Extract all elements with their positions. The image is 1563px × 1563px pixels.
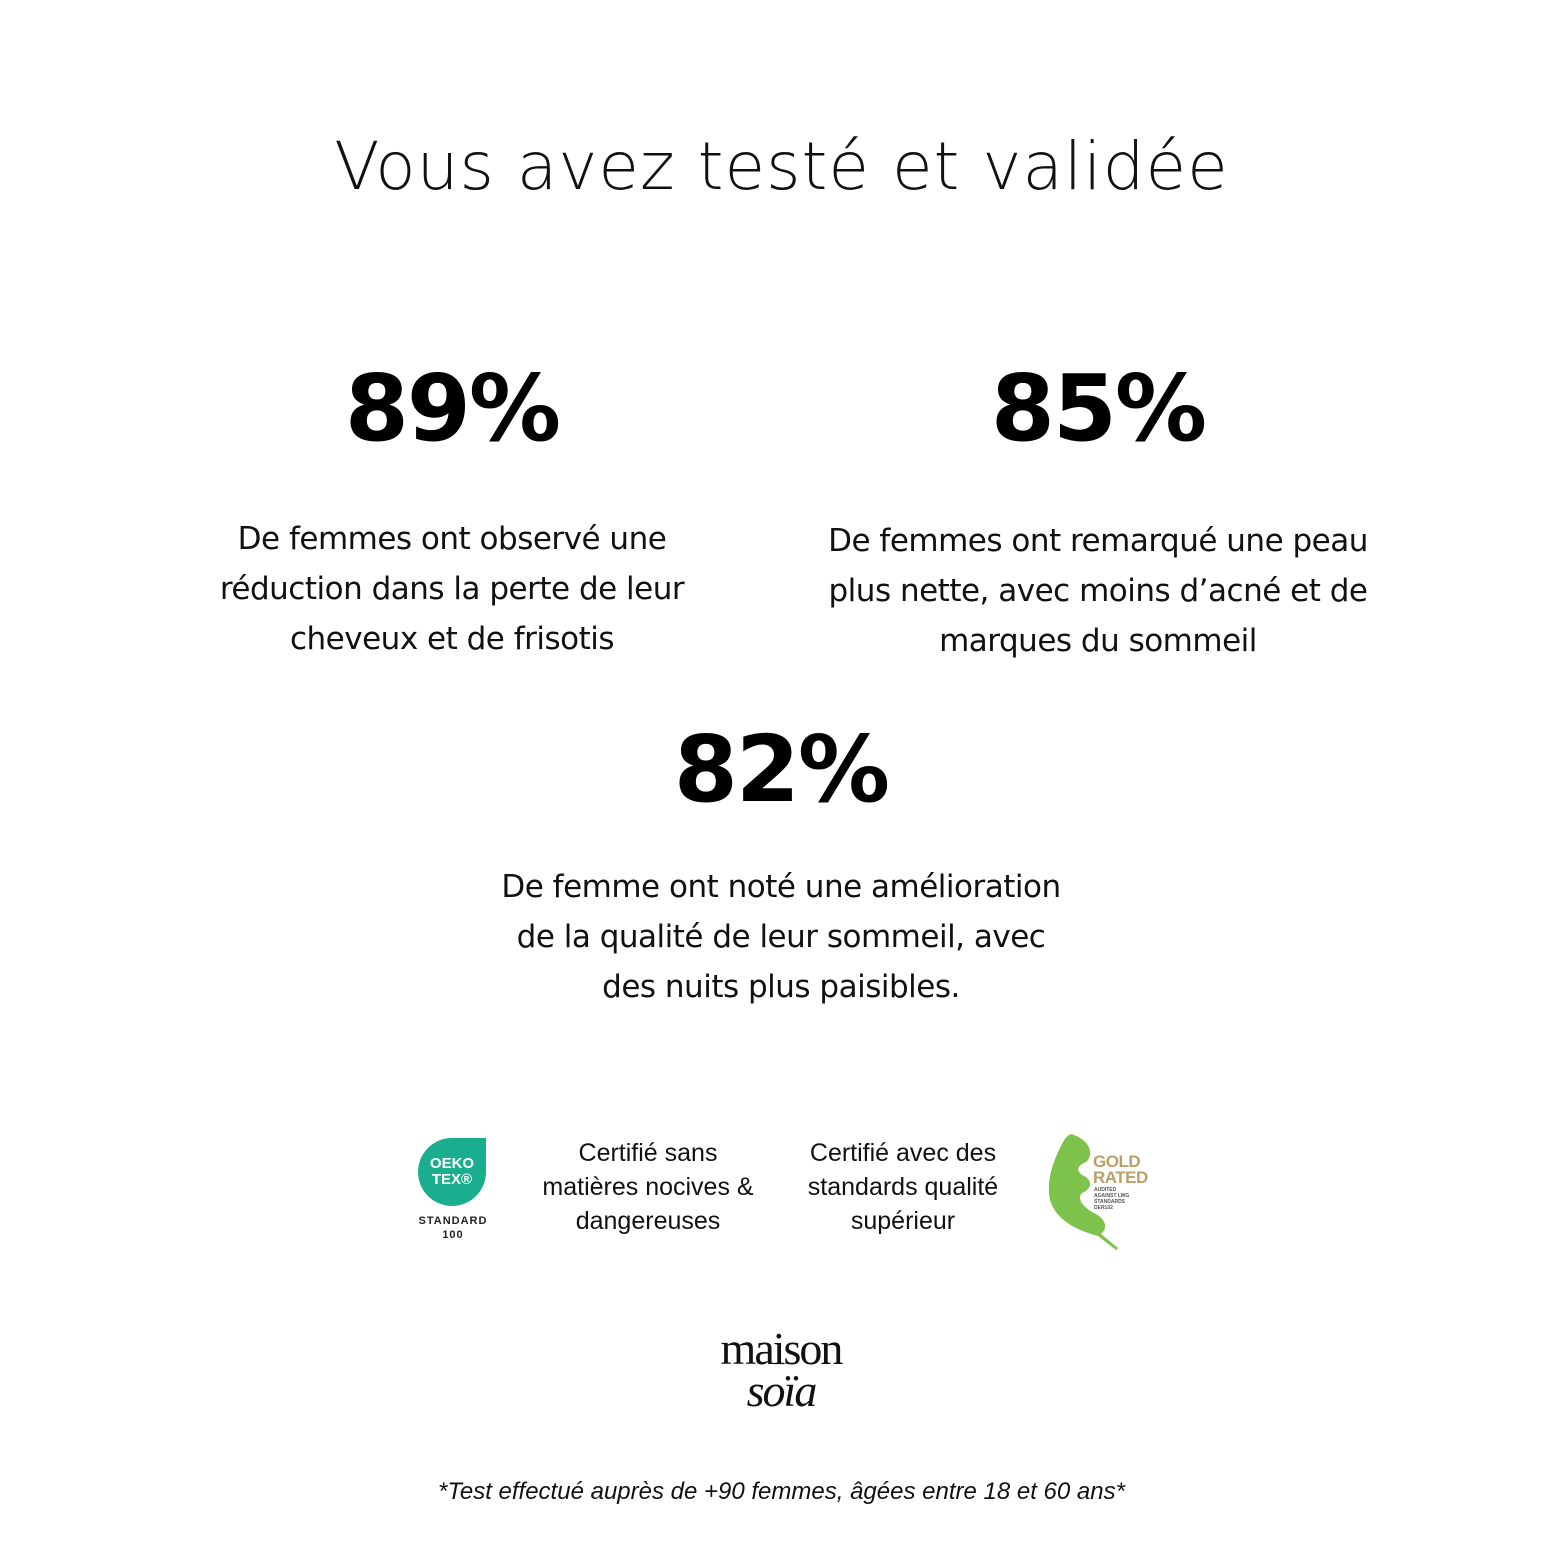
stat-description-sleep: [461, 862, 1101, 1012]
desc-line: des nuits plus paisibles.: [602, 969, 960, 1005]
desc-line: De femmes ont remarqué une peau: [828, 523, 1368, 559]
brand-line-2: soïa: [746, 1365, 816, 1416]
code-text: DER102: [1094, 1205, 1113, 1211]
cert-text-quality: [783, 1136, 1023, 1238]
tex-text: TEX®: [431, 1171, 473, 1188]
cert-text-harmless: [528, 1136, 768, 1238]
desc-line: plus nette, avec moins d’acné et de: [828, 573, 1368, 609]
cert-line: dangereuses: [575, 1207, 721, 1235]
stat-value-hair: 89%: [344, 355, 560, 462]
desc-line: De femme ont noté une amélioration: [501, 869, 1061, 905]
cert-line: Certifié avec des: [809, 1139, 997, 1167]
stat-description-hair: [172, 514, 732, 664]
desc-line: marques du sommeil: [939, 623, 1257, 659]
standard-number: 100: [442, 1229, 464, 1241]
stat-description-skin: [788, 516, 1408, 666]
standard-text: STANDARD: [418, 1215, 488, 1227]
brand-logo: [681, 1323, 881, 1416]
oeko-tex-logo: [410, 1136, 496, 1246]
gold-text: GOLD: [1093, 1152, 1141, 1171]
desc-line: de la qualité de leur sommeil, avec: [516, 919, 1046, 955]
footnote: *Test effectué auprès de +90 femmes, âgées entre 18 et 60 ans*: [438, 1478, 1125, 1505]
rated-text: RATED: [1093, 1168, 1148, 1187]
desc-line: De femmes ont observé une: [237, 521, 667, 557]
gold-rated-logo: [1046, 1130, 1156, 1250]
desc-line: cheveux et de frisotis: [289, 621, 615, 657]
cert-line: supérieur: [850, 1207, 956, 1235]
stat-value-skin: 85%: [990, 355, 1206, 462]
page-title: Vous avez testé et validée: [334, 128, 1229, 205]
cert-line: standards qualité: [807, 1173, 999, 1201]
desc-line: réduction dans la perte de leur: [219, 571, 685, 607]
audited-text: AUDITED AGAINST LWG STANDARDS: [1094, 1187, 1130, 1205]
stat-value-sleep: 82%: [673, 716, 889, 823]
oeko-text: OEKO: [429, 1155, 475, 1172]
cert-line: Certifié sans: [578, 1139, 718, 1167]
brand-line-1: maison: [720, 1323, 842, 1374]
cert-line: matières nocives &: [542, 1173, 754, 1201]
